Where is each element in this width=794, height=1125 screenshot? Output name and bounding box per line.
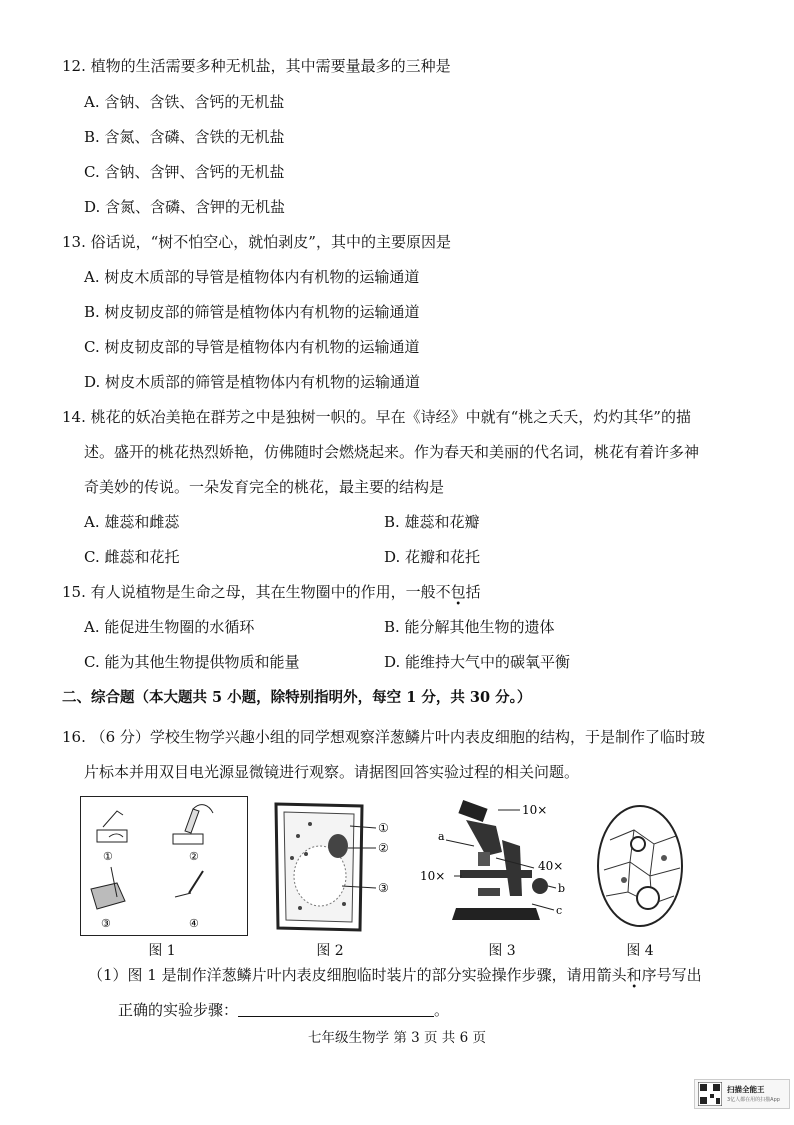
figure-2-drawing bbox=[262, 796, 412, 936]
stage bbox=[460, 870, 532, 878]
figure-1 bbox=[80, 796, 248, 936]
arm bbox=[502, 840, 522, 896]
base bbox=[452, 908, 540, 920]
eyepiece bbox=[458, 800, 487, 822]
q14-stem-line1: 14. 桃花的妖冶美艳在群芳之中是独树一帜的。早在《诗经》中就有“桃之夭夭，灼灼其华”的描 bbox=[62, 408, 691, 426]
q13-option-c: C. 树皮韧皮部的导管是植物体内有机物的运输通道 bbox=[84, 338, 420, 356]
q15-option-d: D. 能维持大气中的碳氧平衡 bbox=[384, 653, 571, 671]
air-bubble-small bbox=[631, 837, 645, 851]
figure-4-caption: 图 4 bbox=[626, 943, 654, 959]
fig2-label-3: ③ bbox=[378, 881, 389, 895]
q16-sub1-period: 。 bbox=[434, 1001, 450, 1019]
air-bubble-large bbox=[637, 887, 659, 909]
page-footer: 七年级生物学 第 3 页 共 6 页 bbox=[308, 1030, 486, 1046]
q16-stem-line2: 片标本并用双目电光源显微镜进行观察。请据图回答实验过程的相关问题。 bbox=[84, 763, 580, 781]
q14-stem-line3: 奇美妙的传说。一朵发育完全的桃花，最主要的结构是 bbox=[84, 478, 445, 496]
q13-stem: 13. 俗话说，“树不怕空心，就怕剥皮”，其中的主要原因是 bbox=[62, 233, 451, 251]
adjustment-knob bbox=[532, 878, 548, 894]
figure-4 bbox=[594, 800, 686, 936]
q14-option-c: C. 雌蕊和花托 bbox=[84, 548, 180, 566]
q16-sub1-text: （1）图 1 是制作洋葱鳞片叶内表皮细胞临时装片的部分实验操作步骤，请用 bbox=[88, 966, 597, 984]
fig1-label-4: ④ bbox=[189, 917, 199, 930]
q15-option-b: B. 能分解其他生物的遗体 bbox=[384, 618, 555, 636]
nucleus bbox=[328, 834, 348, 858]
coverslip-4 bbox=[175, 893, 191, 897]
q13-option-a: A. 树皮木质部的导管是植物体内有机物的运输通道 bbox=[84, 268, 420, 286]
figure-2-caption: 图 2 bbox=[316, 943, 344, 959]
figure-3 bbox=[416, 796, 586, 940]
q16-answer-blank[interactable] bbox=[238, 1002, 434, 1017]
q15-option-c: C. 能为其他生物提供物质和能量 bbox=[84, 653, 300, 671]
beaker-3 bbox=[91, 883, 125, 909]
q16-sub1-line1 bbox=[88, 965, 702, 985]
q16-sub1-line2 bbox=[118, 1000, 449, 1020]
fig2-label-2: ② bbox=[378, 841, 389, 855]
field-of-view bbox=[598, 806, 682, 926]
q15-stem bbox=[62, 582, 481, 602]
section-2-heading: 二、综合题（本大题共 5 小题，除特别指明外，每空 1 分，共 30 分。） bbox=[62, 689, 532, 706]
figure-3-drawing bbox=[416, 796, 586, 936]
q16-sub1-emphasis: 箭头和序号 • bbox=[597, 966, 672, 984]
q12-option-d: D. 含氮、含磷、含钾的无机盐 bbox=[84, 198, 286, 216]
dropper-2 bbox=[185, 809, 199, 833]
q16-stem-line1: 16. （6 分）学校生物学兴趣小组的同学想观察洋葱鳞片叶内表皮细胞的结构，于是制作了临时玻 bbox=[62, 728, 705, 746]
qr-code-icon bbox=[698, 1082, 722, 1106]
q15-emphasis: 不包括 bbox=[435, 583, 481, 601]
objective bbox=[478, 852, 490, 866]
q14-option-b: B. 雄蕊和花瓣 bbox=[384, 513, 480, 531]
figure-4-drawing bbox=[594, 800, 686, 932]
fig1-label-1: ① bbox=[103, 850, 113, 863]
fig3-label-c: c bbox=[556, 904, 563, 917]
q16-sub1-prompt: 正确的实验步骤： bbox=[118, 1001, 239, 1019]
q13-option-d: D. 树皮木质部的筛管是植物体内有机物的运输通道 bbox=[84, 373, 421, 391]
fig3-label-objective: 40× bbox=[538, 859, 564, 873]
scanner-badge bbox=[694, 1079, 790, 1109]
fig3-label-b: b bbox=[558, 882, 566, 895]
q14-option-d: D. 花瓣和花托 bbox=[384, 548, 481, 566]
fig2-label-1: ① bbox=[378, 821, 389, 835]
scanner-brand: 扫描全能王 bbox=[727, 1085, 765, 1094]
q12-option-a: A. 含钠、含铁、含钙的无机盐 bbox=[84, 93, 285, 111]
scanner-subtitle: 3亿人都在用的扫描App bbox=[727, 1097, 780, 1103]
slide-2 bbox=[173, 834, 203, 844]
fig1-label-3: ③ bbox=[101, 917, 111, 930]
q16-sub1-text-end: 写出 bbox=[671, 966, 702, 984]
figure-2 bbox=[262, 796, 412, 940]
fig3-label-eyepiece: 10× bbox=[522, 803, 548, 817]
q13-option-b: B. 树皮韧皮部的筛管是植物体内有机物的运输通道 bbox=[84, 303, 420, 321]
figure-1-caption: 图 1 bbox=[148, 943, 176, 959]
q12-option-c: C. 含钠、含钾、含钙的无机盐 bbox=[84, 163, 285, 181]
body-tube bbox=[466, 820, 502, 856]
fig1-label-2: ② bbox=[189, 850, 199, 863]
q12-option-b: B. 含氮、含磷、含铁的无机盐 bbox=[84, 128, 285, 146]
figure-1-drawing bbox=[81, 797, 247, 935]
forceps-1 bbox=[103, 811, 123, 827]
figure-3-caption: 图 3 bbox=[488, 943, 516, 959]
q15-stem-text: 15. 有人说植物是生命之母，其在生物圈中的作用，一般 bbox=[62, 583, 436, 601]
fig3-label-a: a bbox=[438, 830, 445, 843]
q12-stem: 12. 植物的生活需要多种无机盐，其中需要量最多的三种是 bbox=[62, 57, 451, 75]
q14-option-a: A. 雄蕊和雌蕊 bbox=[84, 513, 180, 531]
q15-option-a: A. 能促进生物圈的水循环 bbox=[84, 618, 255, 636]
fig3-label-ocular-left: 10× bbox=[420, 869, 446, 883]
q14-stem-line2: 述。盛开的桃花热烈娇艳，仿佛随时会燃烧起来。作为春天和美丽的代名词，桃花有着许多神 bbox=[84, 443, 700, 461]
